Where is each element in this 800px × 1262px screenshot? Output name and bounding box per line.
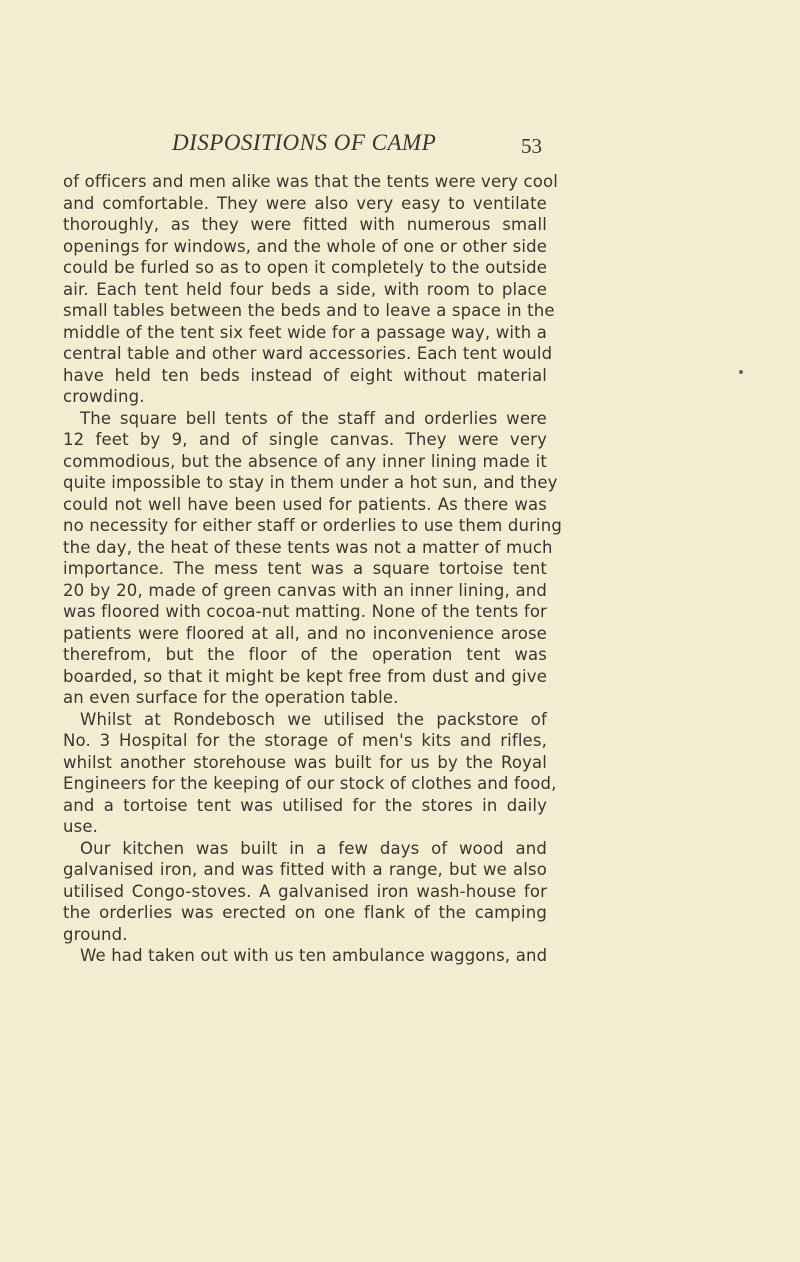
- text-line: 20 by 20, made of green canvas with an inner lining, and: [63, 580, 547, 600]
- text-line: utilised Congo-stoves. A galvanised iron wash-house for: [63, 881, 547, 901]
- text-line: patients were floored at all, and no inconvenience arose: [63, 623, 547, 643]
- text-line: Our kitchen was built in a few days of wood and: [80, 838, 547, 858]
- text-line: The square bell tents of the staff and orderlies were: [80, 408, 547, 428]
- text-line: boarded, so that it might be kept free from dust and give: [63, 666, 547, 686]
- text-line: was floored with cocoa-nut matting. None of the tents for: [63, 602, 547, 621]
- text-line: could be furled so as to open it completely to the outside: [63, 258, 547, 277]
- text-line: quite impossible to stay in them under a hot sun, and they: [63, 473, 558, 492]
- text-line: and a tortoise tent was utilised for the stores in daily: [63, 795, 547, 815]
- text-line: openings for windows, and the whole of one or other side: [63, 236, 547, 256]
- page-number: 53: [521, 134, 542, 158]
- text-line: of officers and men alike was that the tents were very cool: [63, 172, 558, 191]
- text-line: air. Each tent held four beds a side, with room to place: [63, 279, 547, 299]
- text-line: Whilst at Rondebosch we utilised the packstore of: [80, 709, 547, 729]
- text-line: whilst another storehouse was built for us by the Royal: [63, 752, 547, 772]
- text-line: could not well have been used for patients. As there was: [63, 494, 547, 514]
- text-line: thoroughly, as they were fitted with numerous small: [63, 215, 547, 234]
- text-line: middle of the tent six feet wide for a passage way, with a: [63, 322, 547, 342]
- text-line: the day, the heat of these tents was not a matter of much: [63, 537, 553, 557]
- text-line: therefrom, but the floor of the operation tent was: [63, 645, 547, 664]
- text-line: galvanised iron, and was fitted with a range, but we also: [63, 860, 547, 879]
- text-line: No. 3 Hospital for the storage of men's kits and rifles,: [63, 731, 547, 750]
- text-line: the orderlies was erected on one flank of the camping: [63, 903, 547, 922]
- text-line: commodious, but the absence of any inner lining made it: [63, 451, 547, 471]
- text-line: an even surface for the operation table.: [63, 688, 399, 707]
- body-text: [63, 171, 563, 967]
- text-line: small tables between the beds and to leave a space in the: [63, 301, 555, 320]
- text-line: Engineers for the keeping of our stock of clothes and food,: [63, 774, 557, 793]
- running-title: DISPOSITIONS OF CAMP: [172, 130, 437, 155]
- paper-speck: [739, 370, 743, 374]
- text-line: central table and other ward accessories. Each tent would: [63, 344, 553, 363]
- text-line: no necessity for either staff or orderlies to use them during: [63, 516, 563, 535]
- text-line: and comfortable. They were also very easy to ventilate: [63, 193, 547, 213]
- text-line: importance. The mess tent was a square tortoise tent: [63, 559, 547, 578]
- text-line: crowding.: [63, 387, 145, 406]
- text-line: use.: [63, 817, 99, 836]
- text-line: have held ten beds instead of eight without material: [63, 365, 547, 385]
- text-line: ground.: [63, 924, 128, 944]
- text-line: We had taken out with us ten ambulance waggons, and: [80, 946, 548, 965]
- text-line: 12 feet by 9, and of single canvas. They were very: [63, 430, 547, 449]
